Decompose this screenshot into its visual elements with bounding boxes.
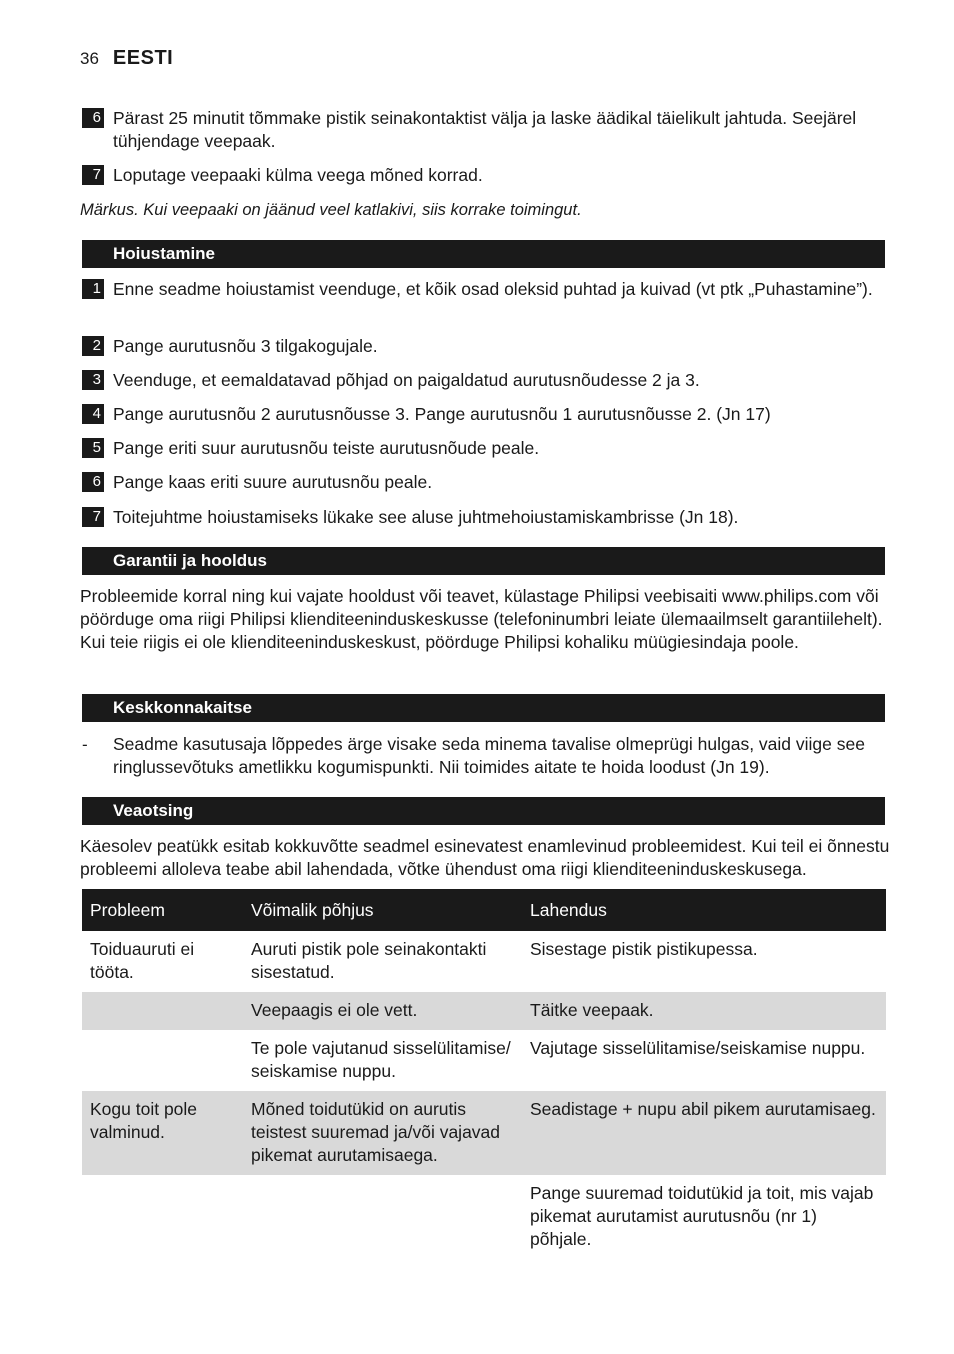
warranty-paragraph (80, 585, 888, 654)
cell-solution: Pange suuremad toidutükid ja toit, mis vajab pikemat aurutamist aurutusnõu (nr 1) põhjale. (530, 1183, 874, 1249)
table-row (82, 1030, 886, 1091)
table-header-row (82, 889, 886, 931)
step-text: Enne seadme hoiustamist veenduge, et kõik osad oleksid puhtad ja kuivad (vt ptk „Puhastamine”). (113, 279, 873, 299)
section-heading-troubleshooting: Veaotsing (82, 797, 885, 825)
step-text: Pange eriti suur aurutusnõu teiste aurutusnõude peale. (113, 438, 540, 458)
step-text: Pange aurutusnõu 3 tilgakogujale. (113, 336, 378, 356)
step-text: Toitejuhtme hoiustamiseks lükake see aluse juhtmehoiustamiskambrisse (Jn 18). (113, 507, 739, 527)
troubleshooting-table (82, 889, 886, 1259)
header-cause: Võimalik põhjus (243, 889, 522, 931)
note-text: Märkus. Kui veepaaki on jäänud veel katlakivi, siis korrake toimingut. (80, 201, 582, 219)
table-row (82, 1091, 886, 1175)
table-row (82, 931, 886, 992)
step-item (82, 369, 892, 392)
cell-cause: Auruti pistik pole seinakontakti sisestatud. (251, 939, 487, 982)
cell-cause: Mõned toidutükid on aurutis teistest suuremad ja/või vajavad pikemat aurutamisaega. (243, 1091, 522, 1175)
page-header (80, 47, 173, 73)
header-solution: Lahendus (522, 889, 886, 931)
section-heading-storage: Hoiustamine (82, 240, 885, 268)
step-number: 7 (82, 165, 104, 185)
step-number: 1 (82, 279, 104, 299)
cell-problem (82, 1030, 243, 1091)
step-item (82, 471, 892, 494)
cell-problem (82, 992, 243, 1030)
cell-problem: Toiduauruti ei tööta. (90, 939, 195, 982)
cell-problem (82, 1175, 243, 1259)
step-item (82, 164, 892, 187)
warranty-text-before: Probleemide korral ning kui vajate hooldust või teavet, külastage Philipsi veebisaiti (80, 586, 723, 606)
dash-marker: - (82, 735, 88, 754)
cell-cause (243, 1175, 522, 1259)
step-item (82, 437, 892, 460)
section-heading-environment: Keskkonnakaitse (82, 694, 885, 722)
header-problem: Probleem (82, 889, 243, 931)
philips-website-link[interactable]: www.philips.com (722, 586, 852, 606)
table-row (82, 1175, 886, 1259)
environment-text: Seadme kasutusaja lõppedes ärge visake seda minema tavalise olmeprügi hulgas, vaid viige see ringlussevõtuks ametlikku kogumispunkti. Nii toimides aitate te hoida loodust (Jn 19). (113, 734, 865, 777)
step-number: 7 (82, 507, 104, 527)
step-number: 4 (82, 404, 104, 424)
step-text: Pange aurutusnõu 2 aurutusnõusse 3. Pange aurutusnõu 1 aurutusnõusse 2. (Jn 17) (113, 404, 771, 424)
step-number: 6 (82, 108, 104, 128)
step-item (82, 278, 892, 301)
step-number: 5 (82, 438, 104, 458)
cell-solution: Vajutage sisselülitamise/seiskamise nuppu. (530, 1038, 866, 1058)
step-text: Pärast 25 minutit tõmmake pistik seinakontaktist välja ja laske äädikal täielikult jahtuda. Seejärel tühjendage veepaak. (113, 108, 857, 151)
cell-cause: Veepaagis ei ole vett. (243, 992, 522, 1030)
step-text: Loputage veepaaki külma veega mõned korrad. (113, 165, 483, 185)
step-item (82, 335, 892, 358)
cell-solution: Seadistage + nupu abil pikem aurutamisaeg. (522, 1091, 886, 1175)
language-heading: EESTI (112, 47, 174, 69)
step-number: 6 (82, 472, 104, 492)
step-item (82, 403, 892, 426)
section-heading-warranty: Garantii ja hooldus (82, 547, 885, 575)
cell-problem: Kogu toit pole valminud. (82, 1091, 243, 1175)
step-number: 2 (82, 336, 104, 356)
troubleshooting-intro: Käesolev peatükk esitab kokkuvõtte seadmel esinevatest enamlevinud probleemidest. Kui teil ei õnnestu probleemi alloleva teabe abil lahendada, võtke ühendust oma riigi klienditeeninduskeskusega. (80, 836, 890, 879)
warranty-text-after: või pöörduge oma riigi Philipsi klienditeeninduskeskusse (telefoninumbri leiate ülemaailmselt garantiilehelt). Kui teie riigis ei ole klienditeeninduskeskust, pöörduge Philipsi kohaliku müügiesindaja poole. (80, 586, 883, 652)
cell-solution: Täitke veepaak. (522, 992, 886, 1030)
page-number: 36 (80, 49, 99, 68)
step-text: Veenduge, et eemaldatavad põhjad on paigaldatud aurutusnõudesse 2 ja 3. (113, 370, 700, 390)
step-item (82, 506, 892, 529)
step-text: Pange kaas eriti suure aurutusnõu peale. (113, 472, 433, 492)
table-row (82, 992, 886, 1030)
step-number: 3 (82, 370, 104, 390)
list-item (82, 733, 887, 779)
step-item (82, 107, 892, 153)
cell-solution: Sisestage pistik pistikupessa. (530, 939, 758, 959)
cell-cause: Te pole vajutanud sisselülitamise/ seiskamise nuppu. (251, 1038, 511, 1081)
